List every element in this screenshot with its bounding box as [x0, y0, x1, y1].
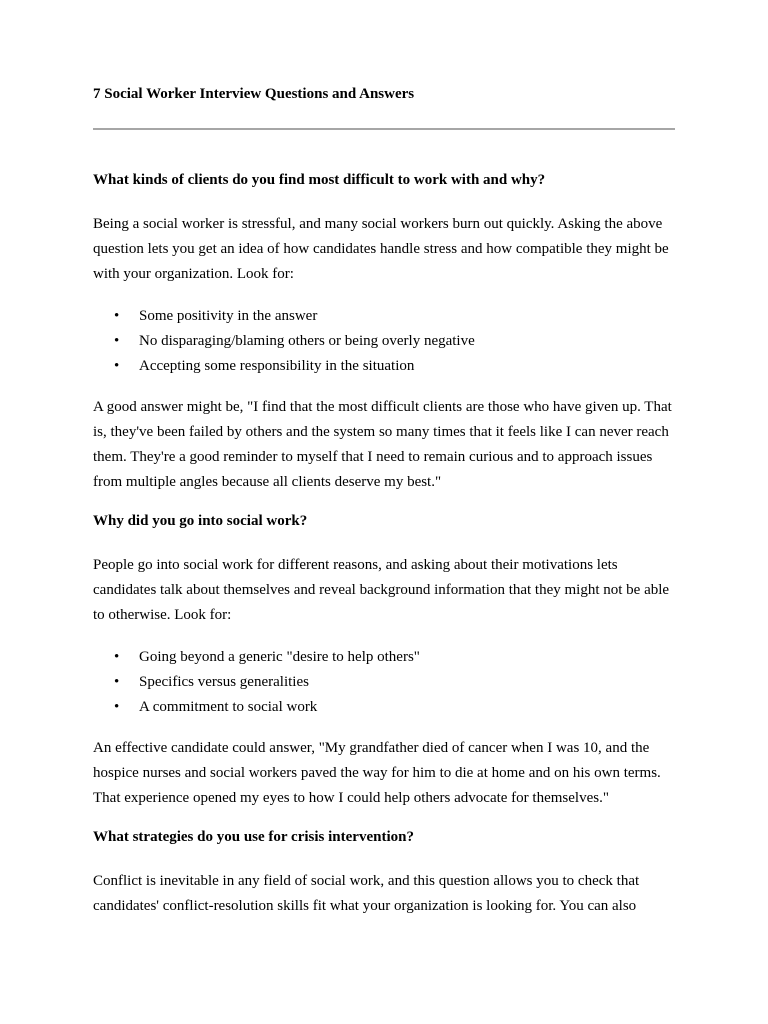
question-heading: What strategies do you use for crisis intervention? — [93, 829, 414, 845]
bullet-icon: • — [114, 358, 120, 374]
bullet-icon: • — [114, 699, 120, 715]
bullet-icon: • — [114, 674, 120, 690]
list-item-text: Some positivity in the answer — [139, 308, 318, 324]
question-section-2 — [93, 512, 675, 811]
question-heading: Why did you go into social work? — [93, 513, 308, 529]
sample-answer: A good answer might be, "I find that the most difficult clients are those who have given up. That is, they've been failed by others and the system so many times that it feels like I can never reach them. They're a good reminder to myself that I need to remain curious and to approach issues from multiple angles because all clients deserve my best." — [93, 399, 672, 490]
bullet-icon: • — [114, 333, 120, 349]
list-item-text: No disparaging/blaming others or being overly negative — [139, 333, 475, 349]
document-title: 7 Social Worker Interview Questions and Answers — [93, 86, 415, 102]
question-intro: People go into social work for different reasons, and asking about their motivations lets candidates talk about themselves and reveal background information that they might not be able to otherwise. Look for: — [93, 557, 670, 623]
list-item — [93, 670, 675, 695]
list-item-text: A commitment to social work — [139, 699, 318, 715]
question-section-3 — [93, 828, 675, 919]
list-item-text: Specifics versus generalities — [139, 674, 309, 690]
list-item-text: Going beyond a generic "desire to help others" — [139, 649, 420, 665]
question-intro: Being a social worker is stressful, and many social workers burn out quickly. Asking the above question lets you get an idea of how candidates handle stress and how compatible they might be with your organization. Look for: — [93, 216, 669, 282]
list-item — [93, 329, 675, 354]
question-intro: Conflict is inevitable in any field of social work, and this question allows you to check that candidates' conflict-resolution skills fit what your organization is looking for. You can also — [93, 873, 640, 914]
title-divider — [93, 128, 675, 130]
question-heading: What kinds of clients do you find most difficult to work with and why? — [93, 172, 546, 188]
question-section-1 — [93, 171, 675, 495]
list-item — [93, 304, 675, 329]
look-for-list — [93, 304, 675, 379]
sample-answer: An effective candidate could answer, "My grandfather died of cancer when I was 10, and the hospice nurses and social workers paved the way for him to die at home and on his own terms. That experience opened my eyes to how I could help others advocate for themselves." — [93, 740, 661, 806]
list-item — [93, 354, 675, 379]
bullet-icon: • — [114, 308, 120, 324]
bullet-icon: • — [114, 649, 120, 665]
list-item — [93, 645, 675, 670]
document-body — [93, 171, 675, 936]
list-item — [93, 695, 675, 720]
look-for-list — [93, 645, 675, 720]
list-item-text: Accepting some responsibility in the situation — [139, 358, 415, 374]
